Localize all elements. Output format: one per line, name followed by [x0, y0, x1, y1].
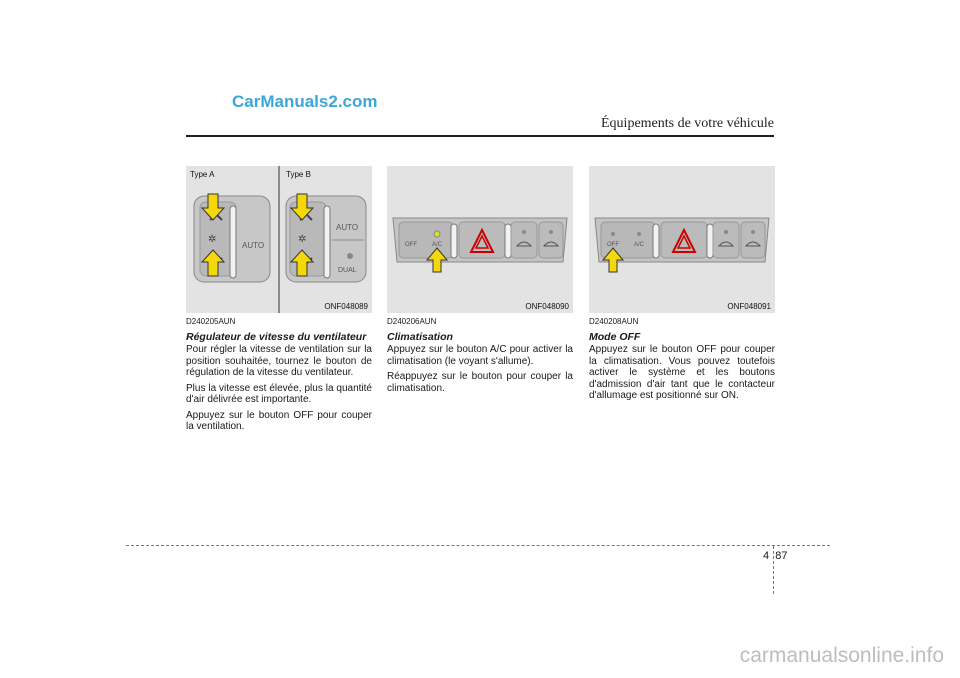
section-air-conditioning [387, 316, 573, 398]
section-subtitle: Mode OFF [589, 330, 641, 343]
watermark-bottom: carmanualsonline.info [739, 644, 944, 667]
figure-code: ONF048091 [727, 302, 771, 311]
svg-text:A/C: A/C [432, 242, 443, 248]
paragraph: Pour régler la vitesse de ventilation sur la position souhaitée, tournez le bouton de régulation de la vitesse du ventilateur. [186, 344, 372, 378]
header-rule [186, 135, 774, 137]
auto-a-text: AUTO [242, 241, 265, 250]
paragraph: Appuyez sur le bouton A/C pour activer la climatisation (le voyant s'allume). [387, 344, 573, 367]
type-b-label: Type B [286, 170, 311, 179]
off-panel-illustration [589, 166, 775, 313]
figure-code: ONF048090 [525, 302, 569, 311]
figure-ac-button [387, 166, 573, 313]
section-off-mode [589, 316, 775, 406]
paragraph: Plus la vitesse est élevée, plus la quantité d'air délivrée est importante. [186, 382, 372, 405]
svg-text:✲: ✲ [298, 234, 307, 245]
chapter-number: 4 [763, 550, 770, 562]
fan-control-illustration [186, 166, 372, 313]
figure-code: ONF048089 [324, 302, 368, 311]
page-number-value: 87 [775, 550, 788, 562]
dual-text: DUAL [338, 267, 357, 274]
page-number [763, 550, 788, 562]
page-header-title: Équipements de votre véhicule [601, 116, 774, 131]
watermark-top: CarManuals2.com [232, 92, 378, 111]
fan-icon: ✲ [208, 234, 217, 245]
section-ref: D240208AUN [589, 317, 639, 326]
figure-off-button [589, 166, 775, 313]
paragraph: Appuyez sur le bouton OFF pour couper la ventilation. [186, 409, 372, 432]
section-fan-speed [186, 316, 372, 437]
auto-b-text: AUTO [336, 223, 359, 232]
section-subtitle: Régulateur de vitesse du ventilateur [186, 330, 367, 343]
footer-rule [126, 545, 830, 546]
ac-panel-illustration [387, 166, 573, 313]
svg-text:OFF: OFF [607, 242, 619, 248]
section-ref: D240205AUN [186, 317, 236, 326]
svg-text:OFF: OFF [405, 242, 417, 248]
svg-text:A/C: A/C [634, 242, 645, 248]
paragraph: Réappuyez sur le bouton pour couper la climatisation. [387, 371, 573, 394]
ac-led [434, 231, 440, 237]
section-subtitle: Climatisation [387, 330, 453, 343]
paragraph: Appuyez sur le bouton OFF pour couper la climatisation. Vous pouvez toutefois activer le système et les boutons d'admission d'air tant que le contacteur d'allumage est positionné sur ON. [589, 344, 775, 401]
section-ref: D240206AUN [387, 317, 437, 326]
figure-fan-control [186, 166, 372, 313]
type-a-label: Type A [190, 170, 215, 179]
